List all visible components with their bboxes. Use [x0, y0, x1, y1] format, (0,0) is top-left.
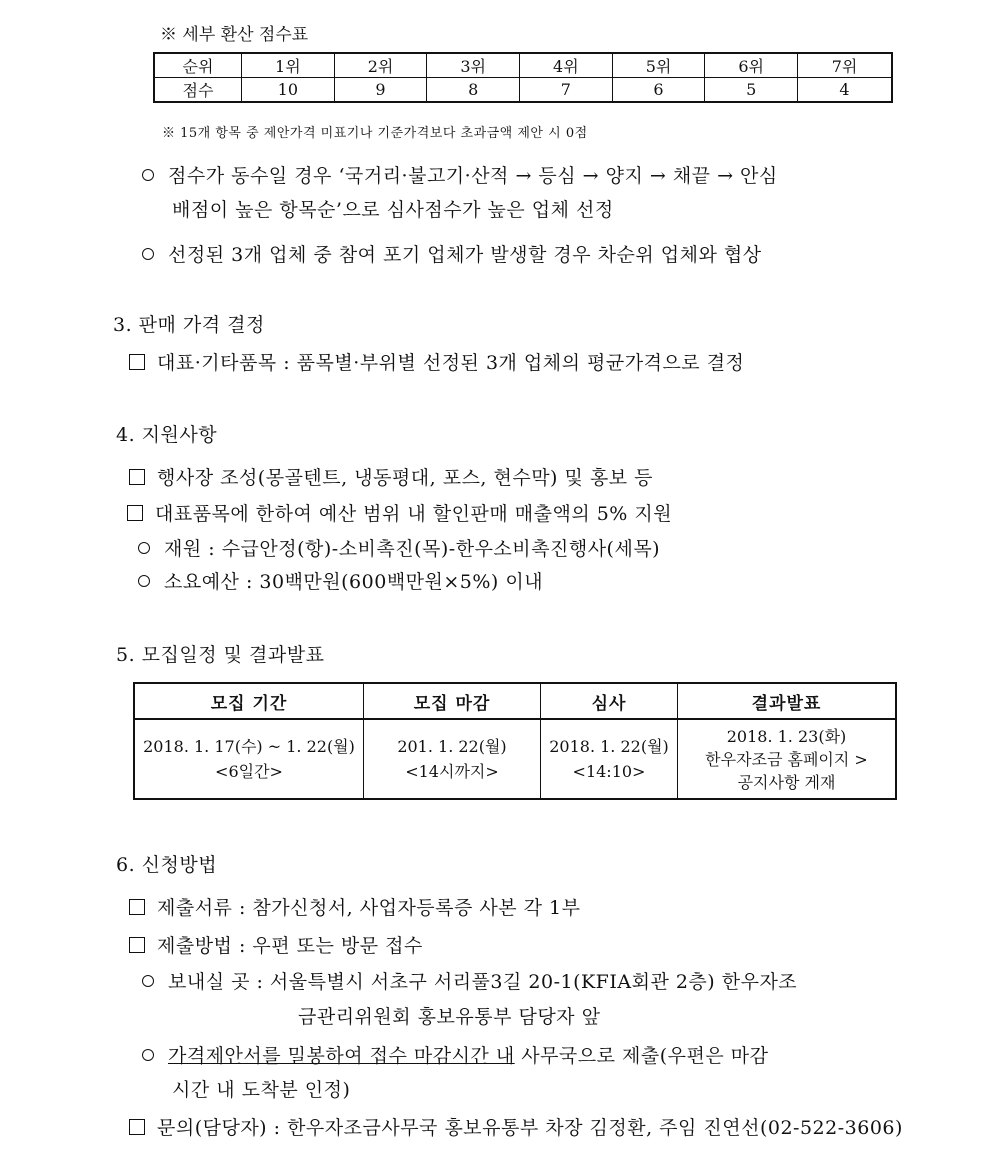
- score-cell: 4: [798, 78, 892, 103]
- rank-row-label: 순위: [154, 53, 242, 78]
- header-deadline: 모집 마감: [364, 683, 541, 719]
- rank-cell: 7위: [798, 53, 892, 78]
- section4-sub1: 재원 : 수급안정(항)-소비촉진(목)-한우소비촉진행사(세목): [138, 534, 660, 561]
- section4-item2: 대표품목에 한하여 예산 범위 내 할인판매 매출액의 5% 지원: [127, 499, 672, 526]
- square-bullet-icon: [129, 354, 145, 370]
- address-line: 보내실 곳 : 서울특별시 서초구 서리풀3길 20-1(KFIA회관 2층) 한우자조: [142, 967, 797, 994]
- schedule-table: [133, 682, 897, 800]
- score-table-caption: ※ 세부 환산 점수표: [160, 25, 309, 45]
- section3-heading: 3. 판매 가격 결정: [113, 314, 265, 336]
- deadline-cell: 201. 1. 22(월) <14시까지>: [364, 719, 541, 799]
- score-row-label: 점수: [154, 78, 242, 103]
- rank-cell: 2위: [334, 53, 427, 78]
- header-result: 결과발표: [678, 683, 897, 719]
- fallback-rule: 선정된 3개 업체 중 참여 포기 업체가 발생할 경우 차순위 업체와 협상: [142, 240, 762, 267]
- rank-row: [154, 53, 892, 78]
- score-table: [153, 52, 893, 103]
- score-note: ※ 15개 항목 중 제안가격 미표기나 기준가격보다 초과금액 제안 시 0점: [162, 126, 588, 141]
- square-bullet-icon: [129, 1119, 145, 1135]
- square-bullet-icon: [127, 505, 143, 521]
- section4-sub2: 소요예산 : 30백만원(600백만원×5%) 이내: [138, 567, 543, 594]
- submit-instruction-cont: 시간 내 도착분 인정): [172, 1079, 351, 1101]
- rank-cell: 3위: [427, 53, 520, 78]
- score-cell: 5: [705, 78, 798, 103]
- circle-bullet-icon: [138, 542, 150, 554]
- header-review: 심사: [541, 683, 678, 719]
- circle-bullet-icon: [142, 169, 154, 181]
- rank-cell: 5위: [612, 53, 705, 78]
- circle-bullet-icon: [138, 575, 150, 587]
- review-cell: 2018. 1. 22(월) <14:10>: [541, 719, 678, 799]
- header-period: 모집 기간: [134, 683, 364, 719]
- section4-heading: 4. 지원사항: [116, 424, 218, 446]
- circle-bullet-icon: [142, 248, 154, 260]
- rank-cell: 6위: [705, 53, 798, 78]
- section6-item2: 제출방법 : 우편 또는 방문 접수: [129, 931, 423, 958]
- tie-rule: 점수가 동수일 경우 ‘국거리·불고기·산적 → 등심 → 양지 → 채끝 → 안심: [142, 161, 778, 188]
- score-cell: 7: [520, 78, 613, 103]
- tie-rule-cont: 배점이 높은 항목순’으로 심사점수가 높은 업체 선정: [172, 199, 614, 221]
- rank-cell: 1위: [242, 53, 335, 78]
- square-bullet-icon: [129, 899, 145, 915]
- period-cell: 2018. 1. 17(수) ~ 1. 22(월) <6일간>: [134, 719, 364, 799]
- score-cell: 8: [427, 78, 520, 103]
- section3-item: 대표·기타품목 : 품목별·부위별 선정된 3개 업체의 평균가격으로 결정: [129, 348, 744, 375]
- rank-cell: 4위: [520, 53, 613, 78]
- square-bullet-icon: [129, 937, 145, 953]
- schedule-row: [134, 719, 896, 799]
- schedule-header-row: [134, 683, 896, 719]
- circle-bullet-icon: [142, 1049, 154, 1061]
- section5-heading: 5. 모집일정 및 결과발표: [116, 644, 325, 666]
- score-cell: 6: [612, 78, 705, 103]
- square-bullet-icon: [129, 469, 145, 485]
- circle-bullet-icon: [142, 975, 154, 987]
- section6-item1: 제출서류 : 참가신청서, 사업자등록증 사본 각 1부: [129, 893, 581, 920]
- section6-heading: 6. 신청방법: [116, 854, 218, 876]
- submit-instruction: 가격제안서를 밀봉하여 접수 마감시간 내 사무국으로 제출(우편은 마감: [142, 1041, 768, 1068]
- address-line-cont: 금관리위원회 홍보유통부 담당자 앞: [298, 1006, 601, 1028]
- score-cell: 10: [242, 78, 335, 103]
- section4-item1: 행사장 조성(몽골텐트, 냉동평대, 포스, 현수막) 및 홍보 등: [129, 463, 653, 490]
- contact-line: 문의(담당자) : 한우자조금사무국 홍보유통부 차장 김정환, 주임 진연선(02-522-3606): [129, 1113, 903, 1140]
- result-cell: 2018. 1. 23(화) 한우자조금 홈페이지 > 공지사항 게재: [678, 719, 897, 799]
- score-row: [154, 78, 892, 103]
- score-cell: 9: [334, 78, 427, 103]
